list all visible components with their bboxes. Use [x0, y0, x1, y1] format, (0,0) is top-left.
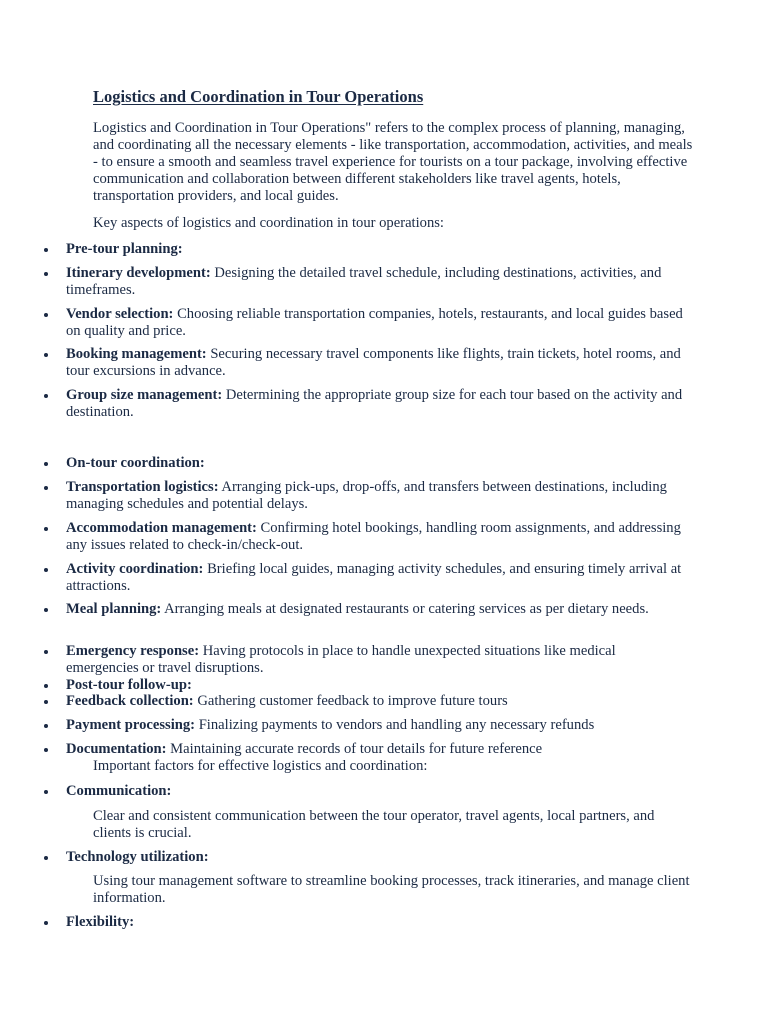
bullet-text: Finalizing payments to vendors and handling any necessary refunds [195, 717, 595, 733]
bullet-text: Designing the detailed travel schedule, including destinations, activities, and timeframes. [66, 265, 662, 298]
bullet-term: Accommodation management: [66, 520, 257, 536]
bullet-text: Briefing local guides, managing activity schedules, and ensuring timely arrival at attractions. [66, 561, 682, 594]
list-item [66, 693, 686, 710]
list-item-pre-tour-heading [66, 241, 686, 258]
bullet-term: Communication: [66, 783, 172, 799]
bullet-term: Documentation: [66, 741, 167, 757]
bullet-term: Flexibility: [66, 914, 135, 930]
list-item [66, 741, 686, 758]
key-aspects-heading: Key aspects of logistics and coordination in tour operations: [93, 215, 444, 231]
bullet-text: Having protocols in place to handle unexpected situations like medical emergencies or travel disruptions. [66, 643, 616, 676]
factor-description: Clear and consistent communication between the tour operator, travel agents, local partners, and clients is crucial. [93, 808, 655, 841]
bullet-term: Vendor selection: [66, 306, 174, 322]
list-item-post-tour-heading [66, 677, 686, 694]
list-item [66, 783, 686, 800]
list-item [66, 520, 686, 554]
bullet-term: Meal planning: [66, 601, 162, 617]
factor-description: Using tour management software to streamline booking processes, track itineraries, and manage client information. [93, 873, 690, 906]
factors-heading: Important factors for effective logistics and coordination: [93, 758, 428, 774]
list-item [66, 601, 686, 618]
list-item [66, 849, 686, 866]
page-title: Logistics and Coordination in Tour Operations [93, 87, 424, 106]
bullet-text: Arranging meals at designated restaurants or catering services as per dietary needs. [161, 601, 649, 617]
bullet-term: Payment processing: [66, 717, 196, 733]
bullet-term: Booking management: [66, 346, 207, 362]
intro-paragraph: Logistics and Coordination in Tour Operations" refers to the complex process of planning, managing, and coordinating all the necessary elements - like transportation, accommodation, activities, and meals - to ensure a smooth and seamless travel experience for tourists on a tour package, involving effective communication and collaboration between different stakeholders like travel agents, hotels, transportation providers, and local guides. [93, 120, 693, 204]
list-item [66, 717, 686, 734]
bullet-term: Transportation logistics: [66, 479, 219, 495]
list-item [66, 265, 686, 299]
bullet-text: Choosing reliable transportation companies, hotels, restaurants, and local guides based on quality and price. [66, 306, 683, 339]
bullet-text: Confirming hotel bookings, handling room assignments, and addressing any issues related to check-in/check-out. [66, 520, 681, 553]
list-item [66, 643, 686, 677]
bullet-text: Determining the appropriate group size for each tour based on the activity and destination. [66, 387, 683, 420]
bullet-term: On-tour coordination: [66, 455, 205, 471]
list-item [66, 387, 686, 421]
bullet-text: Maintaining accurate records of tour details for future reference [166, 741, 543, 757]
bullet-text: Securing necessary travel components like flights, train tickets, hotel rooms, and tour excursions in advance. [66, 346, 681, 379]
bullet-text: Gathering customer feedback to improve future tours [193, 693, 508, 709]
bullet-term: Activity coordination: [66, 561, 204, 577]
bullet-term: Technology utilization: [66, 849, 209, 865]
bullet-term: Group size management: [66, 387, 223, 403]
list-item [66, 561, 686, 595]
bullet-term: Post-tour follow-up: [66, 677, 192, 693]
list-item [66, 479, 686, 513]
list-item [66, 914, 686, 931]
bullet-term: Feedback collection: [66, 693, 194, 709]
bullet-term: Pre-tour planning: [66, 241, 183, 257]
bullet-text: Arranging pick-ups, drop-offs, and transfers between destinations, including managing schedules and potential delays. [66, 479, 667, 512]
bullet-term: Itinerary development: [66, 265, 211, 281]
list-item-on-tour-heading [66, 455, 686, 472]
list-item [66, 346, 686, 380]
list-item [66, 306, 686, 340]
bullet-term: Emergency response: [66, 643, 200, 659]
